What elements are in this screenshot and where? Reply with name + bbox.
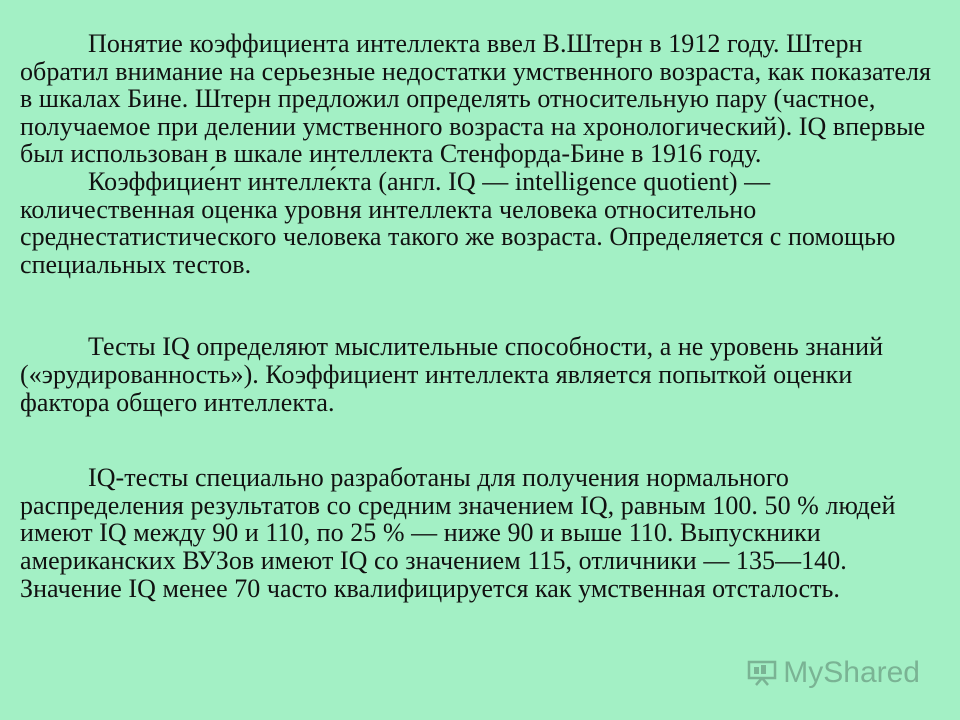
presentation-board-icon xyxy=(747,660,777,686)
paragraph-iq-definition: Коэффицие́нт интелле́кта (англ. IQ — intelligence quotient) — количественная оценка уровня интеллекта человека относительно среднестатистического человека такого же возраста. Определяется с помощью специальных тестов. xyxy=(20,166,896,279)
paragraph-iq-tests: Тесты IQ определяют мыслительные способности, а не уровень знаний («эрудированность»). Коэффициент интеллекта является попыткой оценки фактора общего интеллекта. xyxy=(20,332,884,417)
watermark-text: MyShared xyxy=(783,656,920,689)
paragraph-spacer xyxy=(20,278,942,333)
paragraph-iq-history: Понятие коэффициента интеллекта ввел В.Штерн в 1912 году. Штерн обратил внимание на серьезные недостатки умственного возраста, как показателя в шкалах Бине. Штерн предложил определять относительную пару (частное, получаемое при делении умственного возраста на хронологический). IQ впервые был использован в шкале интеллекта Стенфорда-Бине в 1916 году. xyxy=(20,29,931,169)
paragraph-iq-distribution: IQ-тесты специально разработаны для получения нормального распределения результатов со средним значением IQ, равным 100. 50 % людей имеют IQ между 90 и 110, по 25 % — ниже 90 и выше 110. Выпускники американских ВУЗов имеют IQ со значением 115, отличники — 135—140. Значение IQ менее 70 часто квалифицируется как умственная отсталость. xyxy=(20,463,896,603)
paragraph-spacer xyxy=(20,416,942,464)
watermark-logo xyxy=(747,656,920,690)
